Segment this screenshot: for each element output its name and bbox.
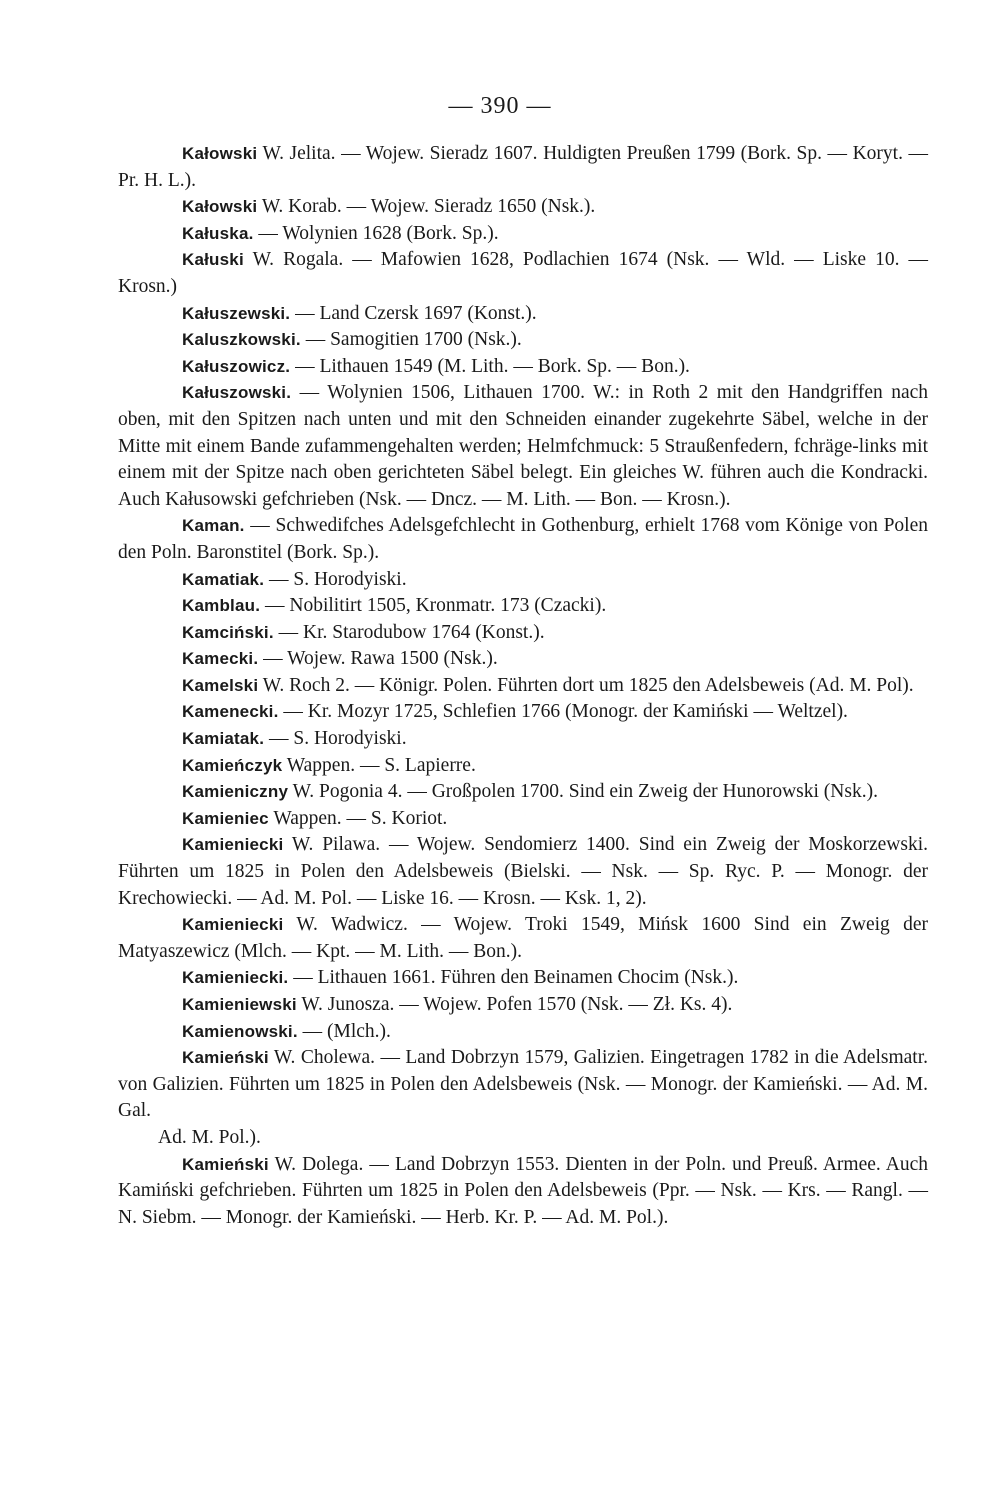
entry <box>118 806 928 833</box>
entry-name: Kamieńczyk <box>182 755 283 775</box>
entry-text: — Kr. Starodubow 1764 (Konst.). <box>273 621 545 643</box>
entry <box>118 327 928 354</box>
entry-name: Kamieniecki. <box>182 968 289 988</box>
entry <box>118 301 928 328</box>
entry-text: W. Pilawa. — Wojew. Sendomierz 1400. Sind ein Zweig der Moskorzewski. Führten um 1825 in Polen den Adelsbeweis (Bielski. — Nsk. — Sp. Ryc. P. — Monogr. der Krechowiecki. — Ad. M. Pol. — Liske 16. — Krosn. — Ksk. 1, 2). <box>118 834 928 909</box>
entry-text: W. Wadwicz. — Wojew. Troki 1549, Mińsk 1600 Sind ein Zweig der Matyaszewicz (Mlch. — Kpt. — M. Lith. — Bon.). <box>118 914 928 962</box>
entry-name: Kamenecki. <box>182 702 279 722</box>
entry <box>118 1019 928 1046</box>
entry-text: — Wolynien 1628 (Bork. Sp.). <box>253 222 499 244</box>
entry-name: Kamiatak. <box>182 729 265 749</box>
entry <box>118 513 928 566</box>
entry <box>118 1152 928 1232</box>
entry-text: — S. Horodyiski. <box>264 728 407 750</box>
entry-name: Kałowski <box>182 197 258 217</box>
entry-text: W. Roch 2. — Königr. Polen. Führten dort um 1825 den Adelsbeweis (Ad. M. Pol). <box>258 674 914 696</box>
entry-list <box>118 141 928 1231</box>
entry-text: — (Mlch.). <box>297 1020 391 1042</box>
entry <box>118 354 928 381</box>
entry-name: Kamblau. <box>182 596 261 616</box>
entry-text: — S. Horodyiski. <box>264 568 407 590</box>
entry-text: W. Korab. — Wojew. Sieradz 1650 (Nsk.). <box>257 196 596 218</box>
entry-name: Kamelski <box>182 675 259 695</box>
entry-text: Wappen. — S. Lapierre. <box>282 754 476 776</box>
entry-name: Kamieniecki <box>182 915 284 935</box>
entry-text: — Land Czersk 1697 (Konst.). <box>290 302 537 324</box>
entry <box>118 673 928 700</box>
entry-text: W. Dolega. — Land Dobrzyn 1553. Dienten in der Poln. und Preuß. Armee. Auch Kamiński gefchrieben. Führten um 1825 in Polen den Adelsbeweis (Ppr. — Nsk. — Krs. — Rangl. — N. Siebm. — Monogr. der Kamieński. — Herb. Kr. P. — Ad. M. Pol.). <box>118 1153 928 1228</box>
entry-text: — Wolynien 1506, Lithauen 1700. W.: in Roth 2 mit den Handgriffen nach oben, mit den Spitzen nach unten und mit den Schneiden einander zugekehrte Säbel, welche in der Mitte mit einem Bande zufammengehalten werden; Helmfchmuck: 5 Straußenfedern, fchräge-links mit einem mit der Spitze nach oben gerichteten Säbel belegt. Ein gleiches W. führen auch die Kondracki. Auch Kałusowski gefchrieben (Nsk. — Dncz. — M. Lith. — Bon. — Krosn.). <box>118 382 928 510</box>
entry <box>118 567 928 594</box>
entry-name: Kamienowski. <box>182 1021 298 1041</box>
entry-name: Kamciński. <box>182 622 274 642</box>
entry <box>118 992 928 1019</box>
entry-name: Kałuska. <box>182 223 254 243</box>
entry-name: Kamieniewski <box>182 995 297 1014</box>
entry-name: Kałuszowicz. <box>182 356 291 376</box>
entry-text: — Samogitien 1700 (Nsk.). <box>300 329 522 351</box>
entry <box>118 593 928 620</box>
entry-name: Kamatiak. <box>182 569 265 589</box>
entry-name: Kamieński <box>182 1154 269 1174</box>
entry-text: W. Pogonia 4. — Großpolen 1700. Sind ein Zweig der Hunorowski (Nsk.). <box>288 781 878 803</box>
entry-name: Kamecki. <box>182 649 259 669</box>
entry-text: Ad. M. Pol.). <box>158 1126 261 1148</box>
entry <box>118 779 928 806</box>
entry <box>118 620 928 647</box>
entry-text: — Schwedifches Adelsgefchlecht in Gothenburg, erhielt 1768 vom Könige von Polen den Poln. Baronstitel (Bork. Sp.). <box>118 515 928 563</box>
entry-text: — Lithauen 1661. Führen den Beinamen Chocim (Nsk.). <box>288 967 739 989</box>
entry <box>118 141 928 194</box>
page-number: — 390 — <box>448 93 552 119</box>
entry <box>118 965 928 992</box>
entry-name: Kałuski <box>182 250 244 270</box>
entry-name: Kaman. <box>182 516 245 536</box>
entry-text: W. Jelita. — Wojew. Sieradz 1607. Huldigten Preußen 1799 (Bork. Sp. — Koryt. — Pr. H. L.). <box>118 143 928 191</box>
entry-text: W. Cholewa. — Land Dobrzyn 1579, Galizien. Eingetragen 1782 in die Adelsmatr. von Galizien. Führten um 1825 in Polen den Adelsbeweis (Nsk. — Monogr. der Kamieński. — Ad. M. Gal. <box>118 1047 928 1122</box>
entry <box>118 646 928 673</box>
entry-name: Kamieniec <box>182 808 269 828</box>
entry <box>118 699 928 726</box>
entry-name: Kamieński <box>182 1048 269 1068</box>
entry-name: Kamieniczny <box>182 782 289 802</box>
entry <box>118 380 928 513</box>
entry <box>118 1045 928 1125</box>
entry-name: Kamieniecki <box>182 835 284 855</box>
entry-text: W. Rogala. — Mafowien 1628, Podlachien 1674 (Nsk. — Wld. — Liske 10. — Krosn.) <box>118 249 928 297</box>
entry-text: Wappen. — S. Koriot. <box>268 807 448 829</box>
entry <box>118 194 928 221</box>
entry <box>118 832 928 912</box>
entry-text: — Lithauen 1549 (M. Lith. — Bork. Sp. — Bon.). <box>290 355 690 377</box>
entry-name: Kałuszowski. <box>182 383 292 403</box>
entry <box>118 753 928 780</box>
entry <box>118 247 928 300</box>
entry-text: — Nobilitirt 1505, Kronmatr. 173 (Czacki). <box>260 595 607 617</box>
entry <box>118 726 928 753</box>
entry-text: — Wojew. Rawa 1500 (Nsk.). <box>258 648 498 670</box>
entry <box>118 912 928 965</box>
entry-text: W. Junosza. — Wojew. Pofen 1570 (Nsk. — Zł. Ks. 4). <box>296 994 733 1015</box>
entry <box>118 221 928 248</box>
entry-name: Kałuszewski. <box>182 303 291 323</box>
entry <box>118 1125 928 1152</box>
entry-name: Kałowski <box>182 144 258 163</box>
entry-name: Kaluszkowski. <box>182 330 301 350</box>
entry-text: — Kr. Mozyr 1725, Schlefien 1766 (Monogr. der Kamiński — Weltzel). <box>278 701 848 723</box>
